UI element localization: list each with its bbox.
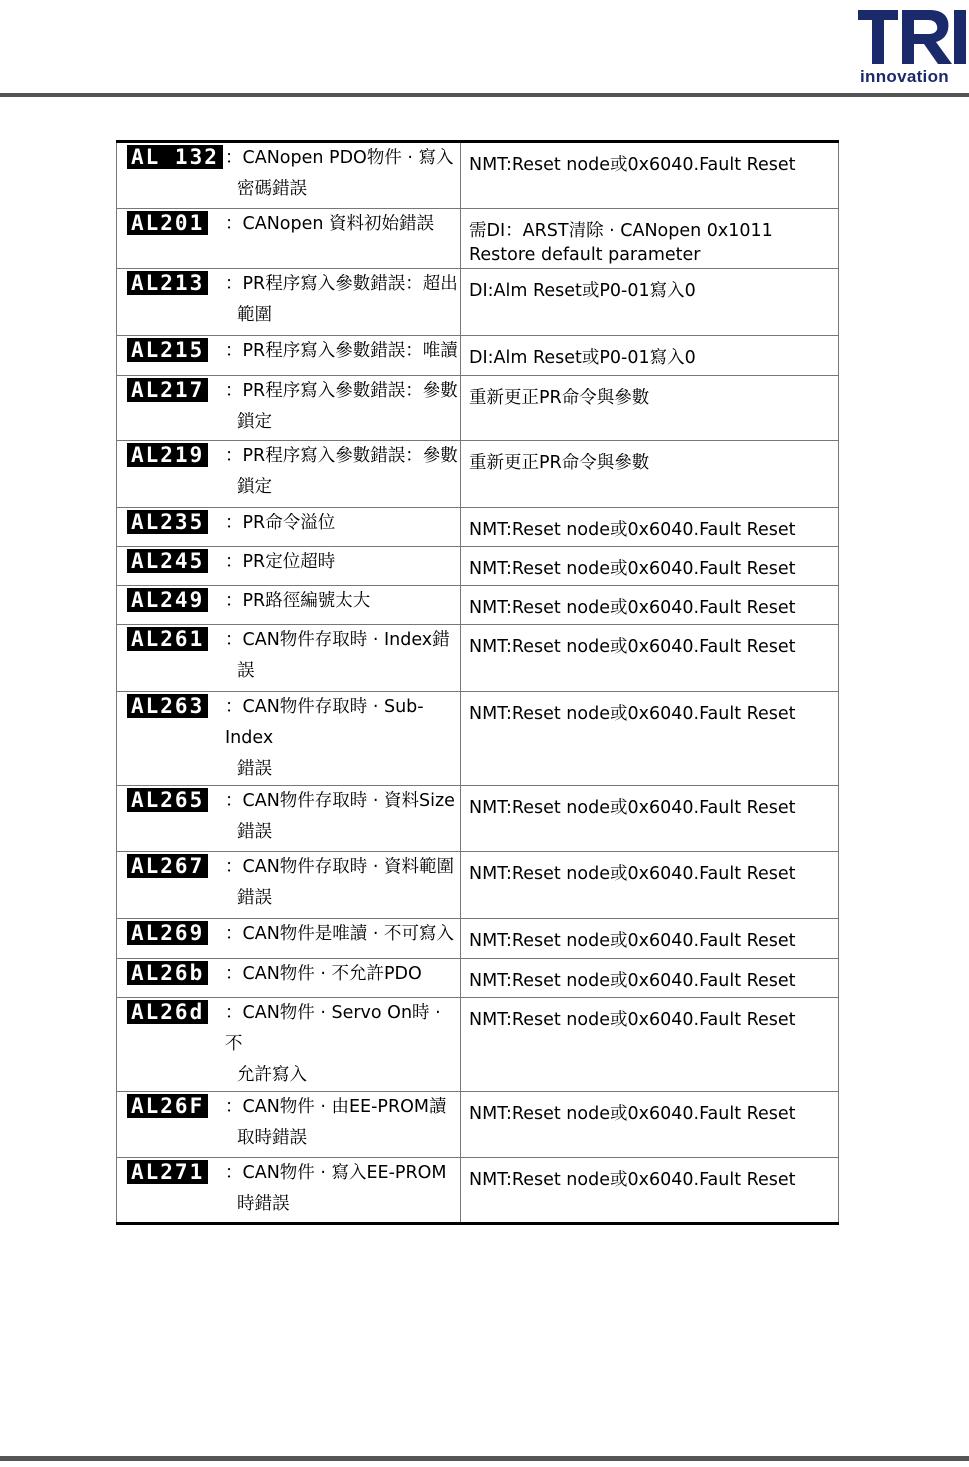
alarm-description-line2: 取時錯誤 [237,1128,307,1148]
alarm-description-line1: ：CAN物件 · 不允許PDO [225,964,422,984]
alarm-code-display: AL261 [127,627,208,651]
action-cell [461,586,839,625]
action-cell [461,919,839,959]
corrective-action: NMT:Reset node或0x6040.Fault Reset [469,931,796,951]
alarm-cell [117,269,461,336]
alarm-description-line2: 錯誤 [237,822,272,842]
alarm-cell [117,998,461,1092]
corrective-action: NMT:Reset node或0x6040.Fault Reset [469,971,796,991]
alarm-cell [117,959,461,998]
alarm-code-display: AL249 [127,588,208,612]
corrective-action: NMT:Reset node或0x6040.Fault Reset [469,864,796,884]
corrective-action: NMT:Reset node或0x6040.Fault Reset [469,1104,796,1124]
action-cell [461,692,839,786]
alarm-code-display: AL263 [127,694,208,718]
action-cell [461,441,839,508]
alarm-code-display: AL265 [127,788,208,812]
alarm-description-line1: ：CANopen PDO物件 · 寫入 [225,148,454,168]
table-row [117,269,839,336]
alarm-description-line1: ：PR程序寫入參數錯誤：參數 [225,381,458,401]
corrective-action: NMT:Reset node或0x6040.Fault Reset [469,520,796,540]
alarm-description-line1: ：CAN物件 · 寫入EE-PROM [225,1163,447,1183]
alarm-cell [117,508,461,547]
alarm-cell [117,919,461,959]
table-row [117,1158,839,1224]
alarm-code-display: AL235 [127,510,208,534]
corrective-action: NMT:Reset node或0x6040.Fault Reset [469,637,796,657]
alarm-cell [117,625,461,692]
table-row [117,625,839,692]
alarm-code-display: AL269 [127,921,208,945]
alarm-cell [117,786,461,852]
alarm-description-line1: ：PR路徑編號太大 [225,591,371,611]
alarm-description-line2: 鎖定 [237,412,272,432]
tri-logo-mark [856,6,968,68]
table-row [117,1092,839,1158]
action-cell [461,852,839,919]
alarm-cell [117,586,461,625]
alarm-code-display: AL26b [127,961,208,985]
corrective-action: DI:Alm Reset或P0-01寫入0 [469,348,696,368]
corrective-action: 重新更正PR命令與參數 [469,453,650,473]
alarm-description-line2: 時錯誤 [237,1194,290,1214]
alarm-description-line2: 範圍 [237,305,272,325]
alarm-description-line1: ：PR命令溢位 [225,513,336,533]
alarm-code-display: AL271 [127,1160,208,1184]
header-rule [0,93,969,97]
table-row [117,142,839,209]
corrective-action: 需DI：ARST清除 · CANopen 0x1011 Restore default parameter [469,221,773,265]
table-row [117,998,839,1092]
corrective-action: NMT:Reset node或0x6040.Fault Reset [469,1010,796,1030]
alarm-table [116,140,839,1225]
alarm-cell [117,336,461,376]
action-cell [461,959,839,998]
action-cell [461,1158,839,1224]
table-row [117,209,839,269]
action-cell [461,786,839,852]
alarm-cell [117,852,461,919]
alarm-description-line2: 鎖定 [237,477,272,497]
alarm-description-line1: ：CAN物件存取時 · Sub-Index [225,697,424,748]
table-row [117,919,839,959]
alarm-description-line1: ：CAN物件存取時 · 資料範圍 [225,857,454,877]
alarm-code-display: AL215 [127,338,208,362]
alarm-description-line1: ：PR程序寫入參數錯誤：超出 [225,274,458,294]
alarm-description-line2: 誤 [237,661,255,681]
table-row [117,786,839,852]
action-cell [461,209,839,269]
table-row [117,959,839,998]
action-cell [461,547,839,586]
table-row [117,508,839,547]
corrective-action: NMT:Reset node或0x6040.Fault Reset [469,704,796,724]
alarm-cell [117,376,461,441]
corrective-action: 重新更正PR命令與參數 [469,388,650,408]
table-row [117,692,839,786]
corrective-action: NMT:Reset node或0x6040.Fault Reset [469,1170,796,1190]
alarm-cell [117,209,461,269]
alarm-code-display: AL201 [127,211,208,235]
table-row [117,852,839,919]
corrective-action: NMT:Reset node或0x6040.Fault Reset [469,598,796,618]
action-cell [461,376,839,441]
corrective-action: NMT:Reset node或0x6040.Fault Reset [469,155,796,175]
action-cell [461,142,839,209]
alarm-description-line1: ：CAN物件存取時 · Index錯 [225,630,450,650]
corrective-action: NMT:Reset node或0x6040.Fault Reset [469,559,796,579]
alarm-code-display: AL26d [127,1000,208,1024]
alarm-code-display: AL217 [127,378,208,402]
alarm-description-line2: 錯誤 [237,888,272,908]
alarm-description-line2: 密碼錯誤 [237,179,307,199]
alarm-description-line1: ：CAN物件 · 由EE-PROM讀 [225,1097,447,1117]
action-cell [461,508,839,547]
alarm-cell [117,142,461,209]
table-row [117,336,839,376]
table-row [117,441,839,508]
alarm-code-display: AL219 [127,443,208,467]
alarm-description-line1: ：CAN物件存取時 · 資料Size [225,791,455,811]
action-cell [461,1092,839,1158]
alarm-description-line1: ：CANopen 資料初始錯誤 [225,214,435,234]
alarm-description-line1: ：PR程序寫入參數錯誤：參數 [225,446,458,466]
alarm-code-display: AL267 [127,854,208,878]
alarm-cell [117,547,461,586]
corrective-action: NMT:Reset node或0x6040.Fault Reset [469,798,796,818]
action-cell [461,269,839,336]
alarm-cell [117,692,461,786]
alarm-code-display: AL245 [127,549,208,573]
alarm-description-line2: 允許寫入 [237,1065,307,1085]
alarm-description-line1: ：CAN物件是唯讀 · 不可寫入 [225,924,454,944]
alarm-description-line1: ：PR程序寫入參數錯誤：唯讀 [225,341,458,361]
table-row [117,586,839,625]
alarm-description-line1: ：CAN物件 · Servo On時 · 不 [225,1003,441,1054]
action-cell [461,625,839,692]
alarm-cell [117,1158,461,1224]
corrective-action: DI:Alm Reset或P0-01寫入0 [469,281,696,301]
alarm-code-display: AL26F [127,1094,208,1118]
action-cell [461,998,839,1092]
alarm-description-line2: 錯誤 [237,759,272,779]
footer-rule [0,1456,969,1461]
logo-wordmark: innovation [860,67,949,86]
alarm-code-display: AL 132 [127,145,223,169]
alarm-code-display: AL213 [127,271,208,295]
alarm-description-line1: ：PR定位超時 [225,552,336,572]
table-row [117,547,839,586]
alarm-cell [117,441,461,508]
alarm-cell [117,1092,461,1158]
action-cell [461,336,839,376]
table-row [117,376,839,441]
